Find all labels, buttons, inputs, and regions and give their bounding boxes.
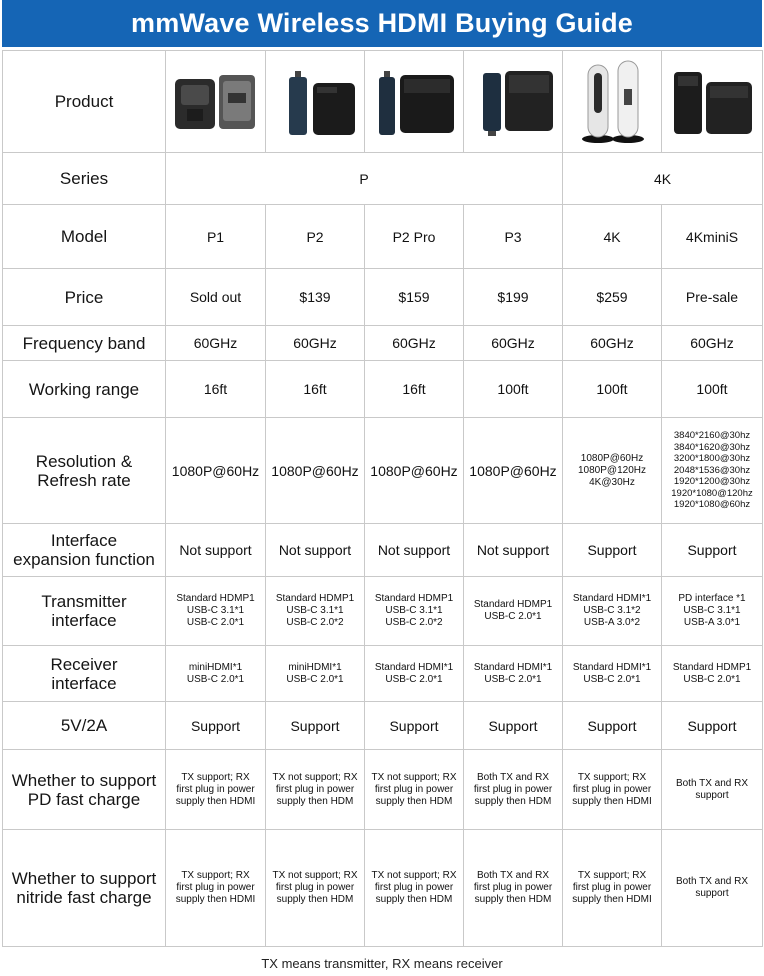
frequency-cell: 60GHz (464, 326, 563, 361)
model-cell: P2 Pro (365, 205, 464, 269)
nitride-charge-cell: TX not support; RX first plug in power supply then HDM (266, 830, 365, 947)
resolution-row (3, 418, 763, 524)
pd-charge-cell: TX not support; RX first plug in power supply then HDM (266, 750, 365, 830)
price-cell: Sold out (166, 269, 266, 326)
power-row (3, 702, 763, 750)
row-label-pd-charge: Whether to support PD fast charge (3, 750, 166, 830)
resolution-cell: 1080P@60Hz 1080P@120Hz 4K@30Hz (563, 418, 662, 524)
price-cell: $159 (365, 269, 464, 326)
price-cell: $139 (266, 269, 365, 326)
p2pro-product-icon (367, 67, 461, 137)
frequency-cell: 60GHz (365, 326, 464, 361)
interface-expansion-row (3, 524, 763, 577)
series-row (3, 153, 763, 205)
model-row (3, 205, 763, 269)
row-label-range: Working range (3, 361, 166, 418)
pd-charge-cell: TX not support; RX first plug in power supply then HDM (365, 750, 464, 830)
receiver-cell: miniHDMI*1 USB-C 2.0*1 (266, 646, 365, 702)
receiver-cell: Standard HDMI*1 USB-C 2.0*1 (563, 646, 662, 702)
pd-charge-cell: Both TX and RX support (662, 750, 763, 830)
row-label-power: 5V/2A (3, 702, 166, 750)
range-cell: 100ft (563, 361, 662, 418)
nitride-charge-cell: Both TX and RX support (662, 830, 763, 947)
frequency-cell: 60GHz (266, 326, 365, 361)
range-cell: 16ft (365, 361, 464, 418)
p2-product-icon (268, 67, 362, 137)
nitride-charge-cell: TX support; RX first plug in power supply then HDMI (563, 830, 662, 947)
pd-charge-cell: Both TX and RX first plug in power supply then HDM (464, 750, 563, 830)
product-image-p2 (266, 51, 365, 153)
row-label-frequency: Frequency band (3, 326, 166, 361)
product-image-p2pro (365, 51, 464, 153)
product-image-p1 (166, 51, 266, 153)
interface-expansion-cell: Not support (464, 524, 563, 577)
power-cell: Support (266, 702, 365, 750)
model-cell: P2 (266, 205, 365, 269)
receiver-cell: Standard HDMI*1 USB-C 2.0*1 (365, 646, 464, 702)
receiver-cell: miniHDMI*1 USB-C 2.0*1 (166, 646, 266, 702)
comparison-table (2, 50, 763, 947)
footnote: TX means transmitter, RX means receiver (261, 956, 503, 971)
nitride-charge-cell: Both TX and RX first plug in power supply then HDM (464, 830, 563, 947)
nitride-charge-cell: TX support; RX first plug in power supply then HDMI (166, 830, 266, 947)
pd-charge-row (3, 750, 763, 830)
row-label-price: Price (3, 269, 166, 326)
frequency-cell: 60GHz (166, 326, 266, 361)
product-image-4k (563, 51, 662, 153)
interface-expansion-cell: Support (563, 524, 662, 577)
interface-expansion-cell: Not support (266, 524, 365, 577)
transmitter-cell: Standard HDMP1 USB-C 3.1*1 USB-C 2.0*2 (365, 577, 464, 646)
page-title: mmWave Wireless HDMI Buying Guide (2, 0, 762, 47)
row-label-product: Product (3, 51, 166, 153)
range-row (3, 361, 763, 418)
transmitter-cell: Standard HDMP1 USB-C 2.0*1 (464, 577, 563, 646)
interface-expansion-cell: Not support (166, 524, 266, 577)
price-cell: Pre-sale (662, 269, 763, 326)
4kminis-product-icon (664, 64, 760, 140)
price-cell: $199 (464, 269, 563, 326)
resolution-cell: 1080P@60Hz (365, 418, 464, 524)
model-cell: P3 (464, 205, 563, 269)
row-label-nitride-charge: Whether to support nitride fast charge (3, 830, 166, 947)
power-cell: Support (166, 702, 266, 750)
row-label-model: Model (3, 205, 166, 269)
transmitter-cell: Standard HDMP1 USB-C 3.1*1 USB-C 2.0*2 (266, 577, 365, 646)
receiver-cell: Standard HDMI*1 USB-C 2.0*1 (464, 646, 563, 702)
receiver-row (3, 646, 763, 702)
pd-charge-cell: TX support; RX first plug in power supply then HDMI (166, 750, 266, 830)
power-cell: Support (563, 702, 662, 750)
row-label-transmitter: Transmitter interface (3, 577, 166, 646)
series-p: P (166, 153, 563, 205)
range-cell: 100ft (662, 361, 763, 418)
row-label-receiver: Receiver interface (3, 646, 166, 702)
price-row (3, 269, 763, 326)
series-4k: 4K (563, 153, 763, 205)
row-label-resolution: Resolution & Refresh rate (3, 418, 166, 524)
transmitter-cell: Standard HDMI*1 USB-C 3.1*2 USB-A 3.0*2 (563, 577, 662, 646)
product-image-p3 (464, 51, 563, 153)
resolution-cell: 1080P@60Hz (266, 418, 365, 524)
row-label-interface-expansion: Interface expansion function (3, 524, 166, 577)
resolution-cell: 3840*2160@30hz 3840*1620@30hz 3200*1800@30hz 2048*1536@30hz 1920*1200@30hz 1920*1080@120hz 1920*1080@60hz (662, 418, 763, 524)
p3-product-icon (466, 67, 560, 137)
power-cell: Support (365, 702, 464, 750)
p1-product-icon (168, 71, 263, 133)
power-cell: Support (464, 702, 563, 750)
transmitter-row (3, 577, 763, 646)
frequency-row (3, 326, 763, 361)
interface-expansion-cell: Not support (365, 524, 464, 577)
receiver-cell: Standard HDMP1 USB-C 2.0*1 (662, 646, 763, 702)
nitride-charge-row (3, 830, 763, 947)
range-cell: 100ft (464, 361, 563, 418)
model-cell: P1 (166, 205, 266, 269)
transmitter-cell: Standard HDMP1 USB-C 3.1*1 USB-C 2.0*1 (166, 577, 266, 646)
range-cell: 16ft (166, 361, 266, 418)
resolution-cell: 1080P@60Hz (464, 418, 563, 524)
transmitter-cell: PD interface *1 USB-C 3.1*1 USB-A 3.0*1 (662, 577, 763, 646)
interface-expansion-cell: Support (662, 524, 763, 577)
frequency-cell: 60GHz (662, 326, 763, 361)
product-image-4kminis (662, 51, 763, 153)
resolution-cell: 1080P@60Hz (166, 418, 266, 524)
model-cell: 4KminiS (662, 205, 763, 269)
model-cell: 4K (563, 205, 662, 269)
range-cell: 16ft (266, 361, 365, 418)
pd-charge-cell: TX support; RX first plug in power supply then HDMI (563, 750, 662, 830)
frequency-cell: 60GHz (563, 326, 662, 361)
power-cell: Support (662, 702, 763, 750)
4k-product-icon (565, 59, 659, 145)
price-cell: $259 (563, 269, 662, 326)
product-row (3, 51, 763, 153)
row-label-series: Series (3, 153, 166, 205)
nitride-charge-cell: TX not support; RX first plug in power supply then HDM (365, 830, 464, 947)
